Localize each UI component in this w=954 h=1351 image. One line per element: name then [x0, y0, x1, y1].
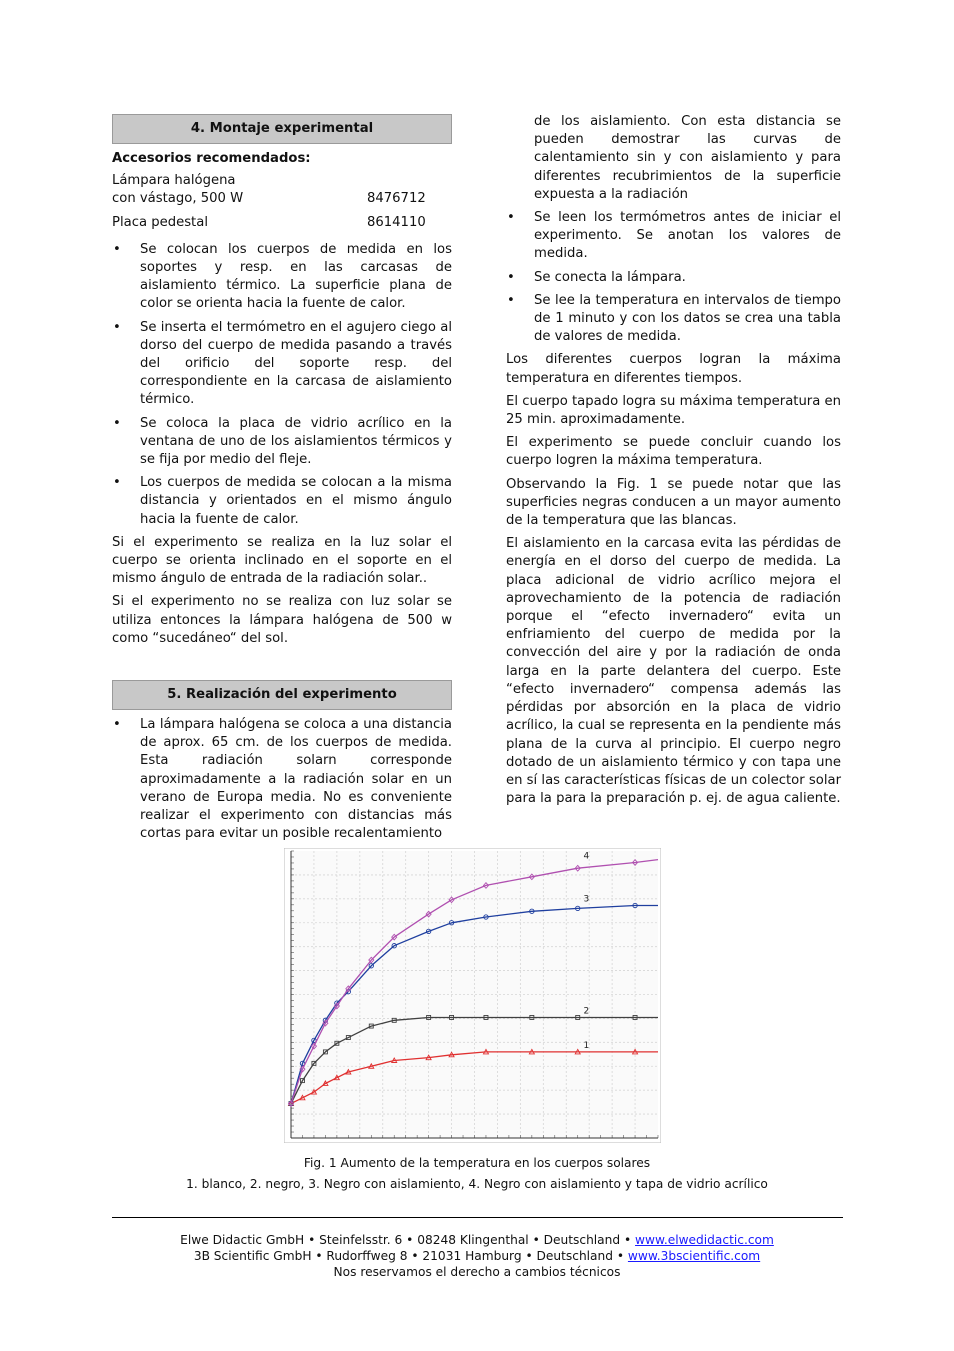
accessory-name-line2: con vástago, 500 W: [112, 191, 244, 207]
procedure-list-part1: [112, 716, 452, 843]
temperature-chart: [284, 848, 661, 1143]
accessory-item-lamp: [112, 172, 452, 208]
accessories-title: Accesorios recomendados:: [112, 151, 311, 166]
elwe-website-link[interactable]: www.elwedidactic.com: [635, 1233, 774, 1247]
list-item-continuation: de los aislamiento. Con esta distancia se pueden demostrar las curvas de calentamiento sin y con aislamiento y para diferentes recubrimientos de la superficie expuesta a la radiación: [534, 114, 841, 202]
accessory-item-plate: [112, 214, 452, 232]
footer-address-elwe: Elwe Didactic GmbH • Steinfelsstr. 6 • 08248 Klingenthal • Deutschland •: [180, 1233, 636, 1247]
paragraph: Observando la Fig. 1 se puede notar que las superficies negras conducen a un mayor aumento de la temperatura que las blancas.: [506, 476, 841, 529]
footer-address-3b: 3B Scientific GmbH • Rudorffweg 8 • 21031 Hamburg • Deutschland •: [193, 1249, 628, 1263]
paragraph: El experimento se puede concluir cuando los cuerpo logren la máxima temperatura.: [506, 435, 841, 469]
list-item: • Se colocan los cuerpos de medida en los soportes y resp. en las carcasas de aislamiento térmico. La superficie plana de color se orienta hacia la fuente de calor.: [112, 241, 452, 314]
paragraph: El aislamiento en la carcasa evita las pérdidas de energía en el dorso del cuerpo de medida. La placa adicional de vidrio acrílico mejora el aprovechamiento de la potencia de radiación porque el “efecto invernadero“ evita un enfriamiento del cuerpo de medida por la convección del aire y por la radiación de onda larga en la parte delantera del cuerpo. Este “efecto invernadero“ compensa además las pérdidas por absorción en la placa de vidrio acrílico, la cual se representa en la pendiente más plana de la curva al principio. El cuerpo negro dotado de un aislamiento térmico y con tapa une en sí las características físicas de un colector solar para la para la preparación p. ej. de agua caliente.: [506, 536, 841, 807]
paragraph: Los diferentes cuerpos logran la máxima temperatura en diferentes tiempos.: [506, 352, 841, 386]
series-label-1: 1: [583, 1040, 590, 1051]
list-item: • Los cuerpos de medida se colocan a la misma distancia y orientados en el mismo ángulo hacia la fuente de calor.: [112, 474, 452, 529]
footer-notice: Nos reservamos el derecho a cambios técnicos: [333, 1265, 621, 1279]
right-column: [506, 113, 841, 813]
figure-caption-title: Fig. 1 Aumento de la temperatura en los cuerpos solares: [303, 1156, 651, 1170]
section-5-heading: 5. Realización del experimento: [112, 680, 452, 710]
paragraph: Si el experimento no se realiza con luz solar se utiliza entonces la lámpara halógena de 500 w como “sucedáneo“ del sol.: [112, 594, 452, 646]
list-item: • Se inserta el termómetro en el agujero ciego al dorso del cuerpo de medida pasando a través del orificio del soporte resp. del correspondiente en la carcasa de aislamiento térmico.: [112, 319, 452, 410]
list-item: • Se leen los termómetros antes de iniciar el experimento. Se anotan los valores de medida.: [506, 209, 841, 264]
footer-divider: [112, 1217, 843, 1218]
list-item: • Se conecta la lámpara.: [506, 269, 841, 287]
section-4-heading: 4. Montaje experimental: [112, 114, 452, 144]
series-label-3: 3: [583, 894, 590, 905]
figure-caption-legend: 1. blanco, 2. negro, 3. Negro con aislamiento, 4. Negro con aislamiento y tapa de vidrio acrílico: [186, 1177, 768, 1191]
accessory-code: 8614110: [367, 214, 426, 230]
chart-svg: [284, 848, 661, 1143]
paragraph: El cuerpo tapado logra su máxima temperatura en 25 min. aproximadamente.: [506, 393, 841, 428]
3b-website-link[interactable]: www.3bscientific.com: [627, 1249, 761, 1263]
series-label-4: 4: [583, 851, 590, 862]
accessory-name: Placa pedestal: [112, 214, 208, 230]
footer-line-2: [0, 1248, 954, 1264]
procedure-list-part2: [506, 209, 841, 346]
footer-line-1: [0, 1232, 954, 1248]
accessory-name-line1: Lámpara halógena: [112, 173, 236, 189]
series-label-2: 2: [583, 1006, 590, 1017]
paragraph: Si el experimento se realiza en la luz solar el cuerpo se orienta inclinado en el soporte en el mismo ángulo de entrada de la radiación solar..: [112, 534, 452, 587]
list-item: • La lámpara halógena se coloca a una distancia de aprox. 65 cm. de los cuerpos de medida. Esta radiación solarn corresponde aproximadamente a la radiación solar en un verano de Europa media. No es conveniente realizar el experimento con distancias más cortas para evitar un posible recalentamiento: [112, 716, 452, 843]
accessory-code: 8476712: [367, 191, 426, 207]
list-item: • Se coloca la placa de vidrio acrílico en la ventana de uno de los aislamientos térmicos y se fija por medio del fleje.: [112, 415, 452, 470]
left-column: [112, 114, 452, 849]
list-item: • Se lee la temperatura en intervalos de tiempo de 1 minuto y con los datos se crea una tabla de valores de medida.: [506, 292, 841, 347]
setup-steps-list: [112, 241, 452, 529]
